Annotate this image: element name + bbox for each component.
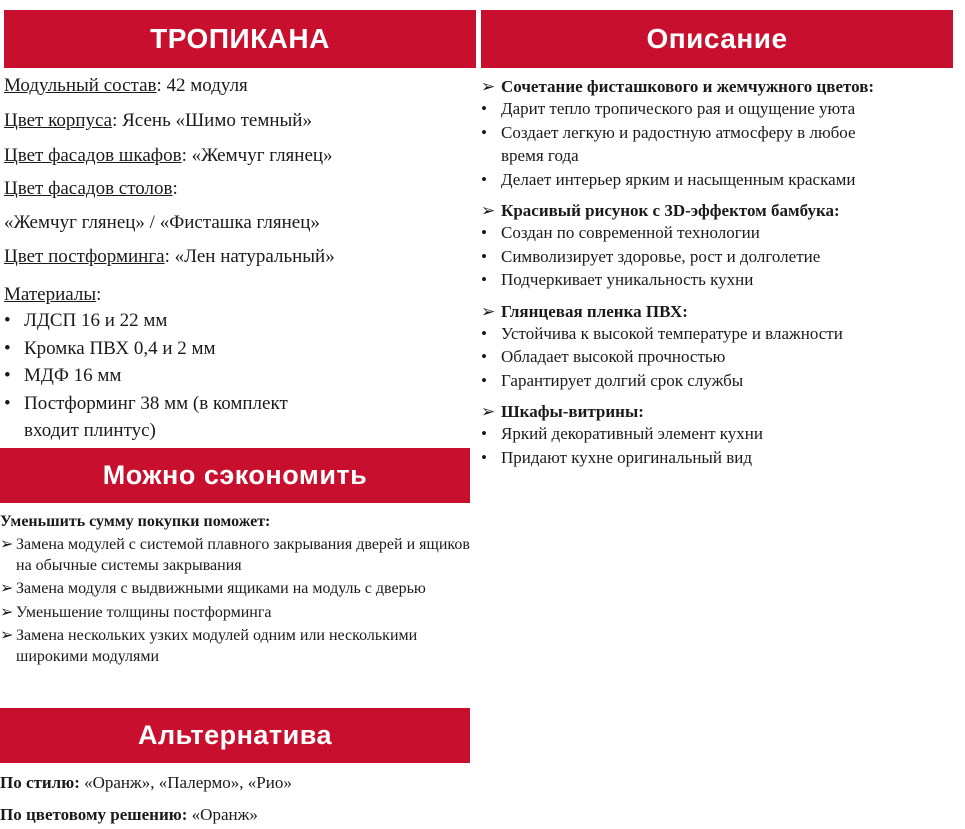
material-item: • Кромка ПВХ 0,4 и 2 мм <box>4 338 216 359</box>
bullet-icon: • <box>4 338 11 359</box>
arrow-bullet-icon: ➢ <box>0 580 14 597</box>
description-item: • Создан по современной технологии <box>481 221 961 245</box>
alternative-header-text: Альтернатива <box>137 720 332 750</box>
title-header <box>4 10 476 68</box>
bullet-icon: • <box>4 310 11 331</box>
save-intro: Уменьшить сумму покупки поможет: <box>0 513 271 530</box>
description-item: • Устойчива к высокой температуре и влажности <box>481 322 961 346</box>
description-item: • Создает легкую и радостную атмосферу в любое <box>481 121 961 145</box>
bullet-icon: • <box>481 223 487 242</box>
spec-table-facade: Цвет фасадов столов: <box>4 178 178 199</box>
alternative-color: По цветовому решению: «Оранж» <box>0 805 258 824</box>
description-group-title: ➢ Глянцевая пленка ПВХ: <box>481 301 688 321</box>
arrow-bullet-icon: ➢ <box>481 201 496 220</box>
save-header-text: Можно сэкономить <box>102 460 368 490</box>
arrow-bullet-icon: ➢ <box>481 301 496 321</box>
description-item-continued: время года <box>501 146 579 165</box>
bullet-icon: • <box>481 122 487 142</box>
bullet-icon: • <box>4 393 11 414</box>
bullet-icon: • <box>481 169 487 189</box>
description-group <box>481 76 961 191</box>
arrow-bullet-icon: ➢ <box>481 77 496 96</box>
title-header-text: ТРОПИКАНА <box>150 23 330 54</box>
bullet-icon: • <box>481 424 487 443</box>
description-item: • Делает интерьер ярким и насыщенным красками <box>481 168 961 192</box>
spec-cabinet-facade: Цвет фасадов шкафов: «Жемчуг глянец» <box>4 145 333 166</box>
spec-modules: Модульный состав: 42 модуля <box>4 75 248 96</box>
material-item: • МДФ 16 мм <box>4 365 122 386</box>
save-header <box>0 448 470 503</box>
bullet-icon: • <box>481 323 487 343</box>
arrow-bullet-icon: ➢ <box>0 627 14 644</box>
description-item: • Придают кухне оригинальный вид <box>481 446 961 470</box>
description-item: • Обладает высокой прочностью <box>481 345 961 369</box>
arrow-bullet-icon: ➢ <box>481 402 496 421</box>
bullet-icon: • <box>481 370 487 390</box>
spec-table-facade-value: «Жемчуг глянец» / «Фисташка глянец» <box>4 212 320 233</box>
description-item: • Гарантирует долгий срок службы <box>481 369 961 393</box>
description-group-title: ➢ Сочетание фисташкового и жемчужного цветов: <box>481 77 875 96</box>
bullet-icon: • <box>481 246 487 266</box>
description-item: • Яркий декоративный элемент кухни <box>481 422 961 446</box>
spec-materials: Материалы: <box>4 284 102 305</box>
save-section <box>0 512 470 667</box>
description-item: • Символизирует здоровье, рост и долголетие <box>481 245 961 269</box>
material-item-continued: входит плинтус) <box>24 420 156 441</box>
bullet-icon: • <box>481 347 487 366</box>
alternative-header <box>0 708 470 763</box>
material-item: • ЛДСП 16 и 22 мм <box>4 310 168 331</box>
spec-body-color: Цвет корпуса: Ясень «Шимо темный» <box>4 110 312 131</box>
save-item: ➢ Замена модулей с системой плавного закрывания дверей и ящиков на обычные системы закрывания <box>0 535 470 576</box>
alternative-style: По стилю: «Оранж», «Палермо», «Рио» <box>0 773 292 792</box>
save-item: ➢ Уменьшение толщины постформинга <box>0 603 470 624</box>
description-header-text: Описание <box>646 23 788 54</box>
bullet-icon: • <box>4 365 11 386</box>
material-item: • Постформинг 38 мм (в комплект <box>4 393 288 414</box>
description-group <box>481 301 961 393</box>
description-item: • Подчеркивает уникальность кухни <box>481 268 961 292</box>
arrow-bullet-icon: ➢ <box>0 536 14 553</box>
description-item: • Дарит тепло тропического рая и ощущение уюта <box>481 97 961 121</box>
arrow-bullet-icon: ➢ <box>0 603 14 621</box>
description-group <box>481 401 961 469</box>
description-group <box>481 200 961 292</box>
spec-postforming: Цвет постформинга: «Лен натуральный» <box>4 246 335 267</box>
description-header <box>481 10 953 68</box>
description-group-title: ➢ Красивый рисунок с 3D-эффектом бамбука: <box>481 201 840 220</box>
bullet-icon: • <box>481 270 487 289</box>
save-item: ➢ Замена нескольких узких модулей одним или несколькими широкими модулями <box>0 626 470 667</box>
bullet-icon: • <box>481 99 487 118</box>
bullet-icon: • <box>481 447 487 467</box>
save-item: ➢ Замена модуля с выдвижными ящиками на модуль с дверью <box>0 579 470 600</box>
description-list <box>481 76 961 478</box>
description-group-title: ➢ Шкафы-витрины: <box>481 402 644 421</box>
